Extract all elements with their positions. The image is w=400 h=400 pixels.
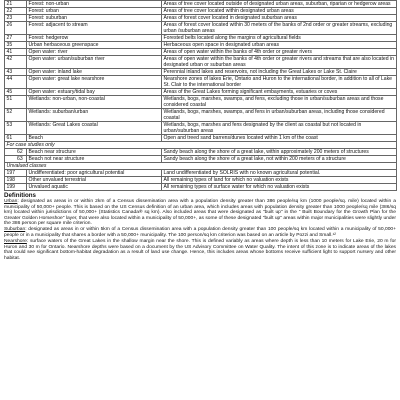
cell-name: Other unvalued terrestrial — [27, 177, 162, 184]
cell-code: 21 — [5, 1, 27, 8]
cell-code: 26 — [5, 22, 27, 35]
cell-code: 27 — [5, 35, 27, 42]
cell-name: Open water: great lake nearshore — [27, 76, 162, 89]
cell-description: Areas of open water within the banks of 4th order or greater rivers and streams that are also located in designated urban or suburban areas — [162, 56, 397, 69]
table-row — [5, 49, 397, 56]
unvalued-section — [5, 163, 397, 170]
cell-description: Forested belts located along the margins of agricultural fields — [162, 35, 397, 42]
cell-description: Areas of tree cover located within designated urban areas — [162, 8, 397, 15]
cell-name: Wetlands: suburban/urban — [27, 109, 162, 122]
table-row — [5, 69, 397, 76]
definitions-title: Definitions — [4, 192, 36, 199]
table-row — [5, 89, 397, 96]
main-rows — [5, 1, 397, 142]
text-urban: : designated as areas in or within 2km of a Census dissemination area with a population density greater than 386 people/sq km (1000 people/sq. mile) located within a municipality of 50,000+ people. This is based on the US Census definition of an urban area, which includes areas with population density greater than 1000 people/sq mile (386/sq km) located within jurisdictions of 50,000+ (Statistics Canada® sq km). Also included areas that were designated as "built up" in the " Built Boundary for the Growth Plan for the Greater Golden Horseshoe" layer, that were also located within a municipality of 50,000+, as some of these designated "built up" areas within major municipalities were slightly under the 386 person per square mile criterion. — [4, 199, 396, 227]
unvalued-header: Unvalued classes — [5, 163, 397, 170]
definitions-section — [4, 192, 396, 262]
cell-name: Beach — [27, 135, 162, 142]
definition-nearshore — [4, 239, 396, 261]
cell-code: 35 — [5, 42, 27, 49]
cell-code: 199 — [5, 184, 27, 191]
cell-description: Areas of forest cover located within 30 meters of the banks of 2nd order or greater streams, excluding urban /suburban areas — [162, 22, 397, 35]
table-row — [5, 8, 397, 15]
cell-description: Perennial inland lakes and reservoirs, not including the Great Lakes or Lake St. Claire — [162, 69, 397, 76]
land-cover-table — [4, 0, 397, 191]
cell-description: All remaining types of surface water for which no valuation exists — [162, 184, 397, 191]
cell-name: Open water: inland lake — [27, 69, 162, 76]
table-row — [5, 135, 397, 142]
table-row — [5, 149, 397, 156]
cell-code: 63 — [5, 156, 27, 163]
table-row — [5, 15, 397, 22]
case-rows — [5, 149, 397, 163]
cell-description: Open and treed sand barrens/dunes located within 1 km of the coast — [162, 135, 397, 142]
cell-description: Nearshore zones of lakes Erie, Ontario and Huron to the international border, in addition to all of Lake St. Clair to the international border — [162, 76, 397, 89]
cell-name: Beach not near structure — [27, 156, 162, 163]
cell-code: 41 — [5, 49, 27, 56]
term-nearshore: Nearshore — [4, 239, 27, 245]
table-row — [5, 76, 397, 89]
cell-code: 45 — [5, 89, 27, 96]
cell-name: Open water: river — [27, 49, 162, 56]
table-row — [5, 1, 397, 8]
cell-code: 22 — [5, 8, 27, 15]
term-suburban: Suburban — [4, 227, 26, 233]
definition-urban — [4, 199, 396, 227]
table-row — [5, 177, 397, 184]
cell-code: 61 — [5, 135, 27, 142]
cell-name: Forest: non-urban — [27, 1, 162, 8]
cell-description: Sandy beach along the shore of a great lake, not within 200 meters of a structure — [162, 156, 397, 163]
table-row — [5, 156, 397, 163]
case-studies-section — [5, 142, 397, 149]
cell-name: Open water: estuary/tidal bay — [27, 89, 162, 96]
cell-code: 44 — [5, 76, 27, 89]
definition-suburban — [4, 227, 396, 238]
cell-name: Forest: suburban — [27, 15, 162, 22]
cell-code: 62 — [5, 149, 27, 156]
cell-description: Wetlands, bogs, marshes, swamps, and fens, excluding those in urban/suburban areas and those considered coastal — [162, 96, 397, 109]
cell-code: 198 — [5, 177, 27, 184]
document-page — [4, 0, 396, 262]
text-suburban: : designated as areas in or within 5km of a Census dissemination area with a population density greater than 100 people/sq km located within a municipality of 50,000+ people or in a municipality that shares a border with a 50,000+ municipality. The 100 person/sq km criterion was based on an article by Pozzi and Small.¹² — [4, 227, 396, 239]
cell-name: Open water: urban/suburban river — [27, 56, 162, 69]
cell-name: Wetlands: non-urban, non-coastal — [27, 96, 162, 109]
cell-name: Forest: urban — [27, 8, 162, 15]
cell-name: Forest: adjacent to stream — [27, 22, 162, 35]
cell-description: Sandy beach along the shore of a great lake, within approximately 200 meters of structures — [162, 149, 397, 156]
table-row — [5, 56, 397, 69]
cell-description: All remaining types of land for which no valuation exists — [162, 177, 397, 184]
cell-description: Areas of the Great Lakes forming significant embayments, estuaries or coves — [162, 89, 397, 96]
table-row — [5, 96, 397, 109]
cell-name: Undifferentiated: poor agricultural potential — [27, 170, 162, 177]
cell-code: 23 — [5, 15, 27, 22]
case-studies-header: For case studies only — [5, 142, 397, 149]
table-row — [5, 184, 397, 191]
unvalued-rows — [5, 170, 397, 191]
table-row — [5, 109, 397, 122]
cell-code: 52 — [5, 109, 27, 122]
cell-name: Beach near structure — [27, 149, 162, 156]
cell-code: 43 — [5, 69, 27, 76]
table-row — [5, 22, 397, 35]
cell-code: 53 — [5, 122, 27, 135]
term-urban: Urban — [4, 199, 18, 204]
cell-name: Wetlands: Great Lakes coastal — [27, 122, 162, 135]
table-row — [5, 42, 397, 49]
cell-description: Areas of open water within the banks of 4th order or greater rivers — [162, 49, 397, 56]
text-nearshore: : surface waters of the Great Lakes in the shallow margin near the shore. This is defined variably as areas where depth is less than 10 meters for Lake Erie, 20 m for Huron and 30 m for Ontario. Nearshore depths were based on a document by the US Advisory Committee on Water Quality. The intent of this zone is to indicate areas of the lakes that could see significant bottom-habitat degradation as a result of land use change. Hence, this includes areas whose bottoms receive sufficient light to support nursery and other habitat. — [4, 239, 396, 261]
cell-name: Urban herbaceous greenspace — [27, 42, 162, 49]
cell-description: Areas of forest cover located in designated suburban areas — [162, 15, 397, 22]
cell-description: Wetlands, bogs, marshes and fens designated by the client as coastal but not located in urban/suburban areas — [162, 122, 397, 135]
cell-description: Herbaceous open space in designated urban areas — [162, 42, 397, 49]
table-row — [5, 122, 397, 135]
cell-code: 51 — [5, 96, 27, 109]
cell-description: Areas of tree cover located outside of designated urban areas, suburban, riparian or hedgerow areas — [162, 1, 397, 8]
cell-description: Land undifferentiated by SOLRIS with no known agricultural potential. — [162, 170, 397, 177]
cell-name: Unvalued aquatic — [27, 184, 162, 191]
cell-code: 42 — [5, 56, 27, 69]
cell-code: 197 — [5, 170, 27, 177]
table-row — [5, 35, 397, 42]
cell-description: Wetlands, bogs, marshes, swamps, and fens in urban/suburban areas, including those considered coastal — [162, 109, 397, 122]
cell-name: Forest: hedgerow — [27, 35, 162, 42]
table-row — [5, 170, 397, 177]
